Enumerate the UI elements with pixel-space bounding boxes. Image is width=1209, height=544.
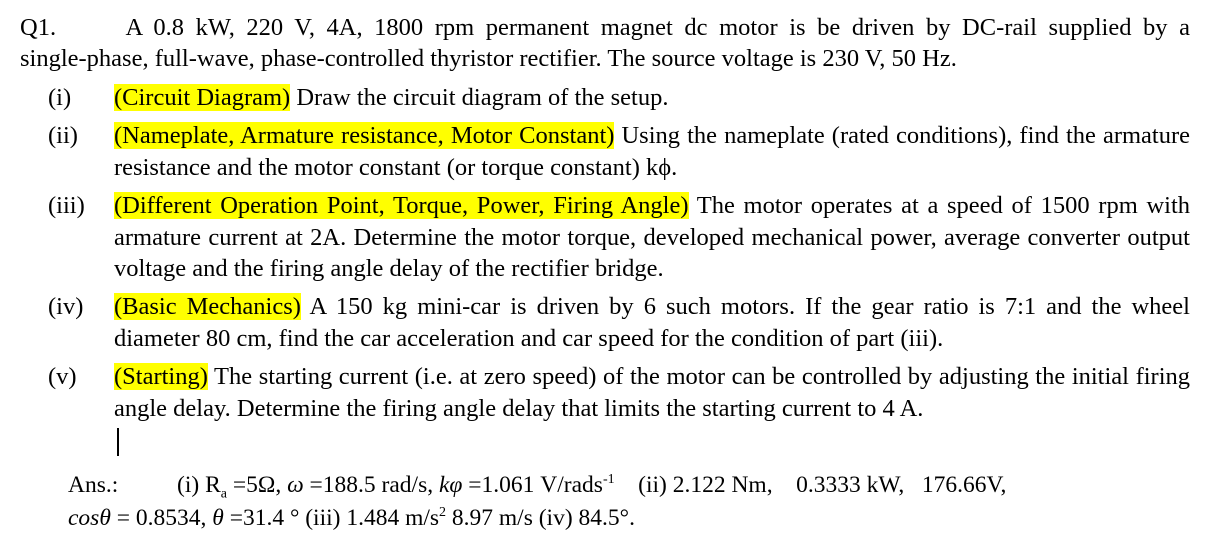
part-i — [48, 82, 1190, 114]
highlight-tag: (Basic Mechanics) — [114, 293, 301, 320]
part-number: (i) — [48, 84, 72, 111]
theta-symbol: θ — [212, 505, 224, 531]
part-number: (iii) — [48, 192, 85, 219]
question-intro-2: single-phase, full-wave, phase-controlled thyristor rectifier. The source voltage is 230 V, 50 Hz. — [20, 45, 957, 72]
answer-cos-theta: = 0.8534, — [110, 505, 213, 531]
kphi-symbol: kφ — [438, 472, 463, 498]
highlight-tag: (Circuit Diagram) — [114, 84, 291, 111]
highlight-tag: (Starting) — [114, 363, 208, 390]
part-iii — [48, 190, 1190, 285]
part-number: (iv) — [48, 293, 84, 320]
answer-part-ii-voltage: 176.66V, — [921, 472, 1007, 498]
highlight-tag: (Nameplate, Armature resistance, Motor Constant) — [114, 122, 615, 149]
answer-kphi: =1.061 V/rads — [462, 472, 603, 498]
omega-symbol: ω — [287, 472, 304, 498]
highlight-tag: (Different Operation Point, Torque, Power, Firing Angle) — [114, 192, 689, 219]
answer-speed-and-angle: 8.97 m/s (iv) 84.5°. — [446, 505, 635, 531]
part-iv — [48, 291, 1190, 354]
part-number: (ii) — [48, 122, 78, 149]
answer-part-ii-power: 0.3333 kW, — [796, 472, 905, 498]
answer-part-i: (i) R — [177, 472, 221, 498]
question-number: Q1. — [20, 14, 57, 41]
answer-line-1 — [68, 470, 1190, 501]
part-text: The starting current (i.e. at zero speed) of the motor can be controlled by adjusting the initial firing angle delay. Determine the firing angle delay that limits the starting current to 4 A. — [114, 363, 1190, 422]
answer-theta-and-accel: =31.4 ° (iii) 1.484 m/s — [223, 505, 440, 531]
answer-label: Ans.: — [68, 472, 119, 498]
text-cursor — [117, 428, 119, 456]
part-v — [48, 361, 1190, 424]
subscript-a: a — [220, 486, 227, 502]
answer-omega: =188.5 rad/s, — [303, 472, 439, 498]
part-ii — [48, 120, 1190, 183]
cos-theta-symbol: cosθ — [68, 505, 111, 531]
answer-part-ii-torque: (ii) 2.122 Nm, — [638, 472, 773, 498]
part-text: Draw the circuit diagram of the setup. — [290, 84, 669, 111]
answer-resistance: =5Ω, — [226, 472, 288, 498]
part-number: (v) — [48, 363, 77, 390]
part-text: Using the nameplate (rated conditions), find the armature resistance and the motor constant (or torque constant) kϕ. — [114, 122, 1191, 181]
question-intro-1: A 0.8 kW, 220 V, 4A, 1800 rpm permanent magnet dc motor is be driven by DC-rail supplied by a — [125, 14, 1190, 41]
superscript-two: 2 — [439, 505, 447, 521]
answer-line-2 — [68, 503, 635, 534]
superscript-minus-one: -1 — [602, 472, 615, 488]
part-text: A 150 kg mini-car is driven by 6 such motors. If the gear ratio is 7:1 and the wheel diameter 80 cm, find the car acceleration and car speed for the condition of part (iii). — [114, 293, 1190, 352]
question-line-1 — [20, 12, 1190, 43]
part-text: The motor operates at a speed of 1500 rpm with armature current at 2A. Determine the motor torque, developed mechanical power, average converter output voltage and the firing angle delay of the rectifier bridge. — [114, 192, 1191, 282]
